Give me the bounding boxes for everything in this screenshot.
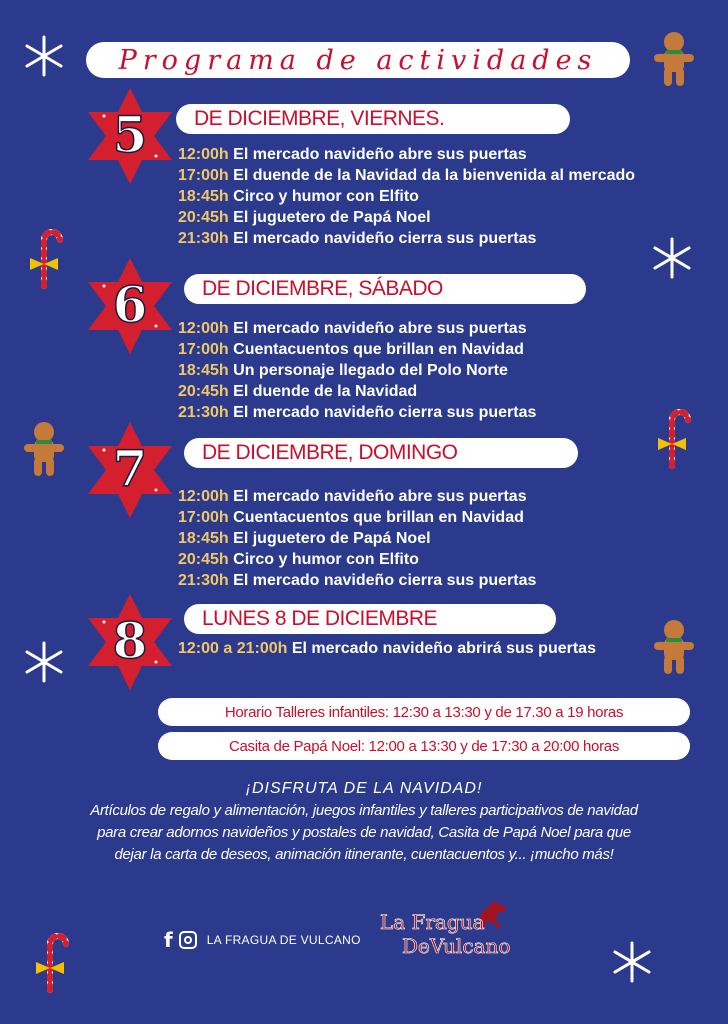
star-badge-icon [84,592,176,692]
event-time: 18:45h [178,362,229,379]
candy-cane-icon [24,226,64,290]
snowflake-icon [22,34,66,78]
candy-cane-icon [30,930,70,994]
event-text: El duende de la Navidad da la bienvenida al mercado [233,167,636,184]
list-item [178,165,635,186]
event-time: 12:00 a 21:00h [178,640,288,657]
snowflake-icon [22,640,66,684]
event-text: El mercado navideño abre sus puertas [233,146,527,163]
list-item [178,507,536,528]
event-time: 17:00h [178,341,229,358]
list-item [178,486,536,507]
list-item [178,638,596,659]
title-banner [86,42,630,78]
snowflake-icon [650,236,694,280]
event-time: 21:30h [178,404,229,421]
facebook-icon[interactable]: f [164,928,173,952]
list-item [178,381,536,402]
event-text: El mercado navideño cierra sus puertas [233,230,537,247]
list-item [178,339,536,360]
day-number: 8 [112,611,148,670]
event-list [178,318,536,423]
day-heading: DE DICIEMBRE, SÁBADO [184,274,586,304]
list-item [178,228,635,249]
list-item [178,360,536,381]
list-item [178,207,635,228]
closing-line: para crear adornos navideños y postales de navidad, Casita de Papá Noel para que [97,824,631,841]
page-title: Programa de actividades [118,44,598,76]
workshops-schedule: Horario Talleres infantiles: 12:30 a 13:30 y de 17.30 a 19 horas [158,698,690,726]
event-text: Cuentacuentos que brillan en Navidad [233,509,524,526]
list-item [178,186,635,207]
event-text: El duende de la Navidad [233,383,418,400]
social-links [164,928,361,952]
event-time: 12:00h [178,488,229,505]
instagram-icon[interactable] [179,931,197,949]
event-list [178,486,536,591]
event-text: Circo y humor con Elfito [233,188,419,205]
event-text: El mercado navideño cierra sus puertas [233,404,537,421]
event-time: 21:30h [178,230,229,247]
day-number: 6 [112,275,148,334]
event-time: 20:45h [178,551,229,568]
closing-headline: ¡DISFRUTA DE LA NAVIDAD! [245,780,483,797]
brand-logo [380,896,530,968]
event-time: 12:00h [178,146,229,163]
list-item [178,570,536,591]
social-handle: LA FRAGUA DE VULCANO [206,933,361,947]
event-text: El mercado navideño cierra sus puertas [233,572,537,589]
event-time: 20:45h [178,383,229,400]
event-text: El juguetero de Papá Noel [233,209,431,226]
closing-line: dejar la carta de deseos, animación itinerante, cuentacuentos y... ¡mucho más! [114,846,614,863]
gingerbread-icon [652,618,696,678]
day-heading: LUNES 8 DE DICIEMBRE [184,604,556,634]
star-badge-icon [84,86,176,186]
star-badge-icon [84,256,176,356]
event-time: 21:30h [178,572,229,589]
event-text: El mercado navideño abre sus puertas [233,488,527,505]
day-number: 5 [112,105,148,164]
list-item [178,318,536,339]
event-time: 20:45h [178,209,229,226]
logo-text: La Fragua [380,910,485,934]
event-time: 18:45h [178,530,229,547]
closing-text [20,780,708,866]
event-list [178,638,596,659]
event-text: El mercado navideño abrirá sus puertas [291,640,596,657]
list-item [178,528,536,549]
candy-cane-icon [652,406,692,470]
santa-house-schedule: Casita de Papá Noel: 12:00 a 13:30 y de 17:30 a 20:00 horas [158,732,690,760]
event-text: Cuentacuentos que brillan en Navidad [233,341,524,358]
list-item [178,402,536,423]
list-item [178,549,536,570]
event-text: El juguetero de Papá Noel [233,530,431,547]
event-text: Circo y humor con Elfito [233,551,419,568]
event-list [178,144,635,249]
day-heading: DE DICIEMBRE, VIERNES. [176,104,570,134]
event-time: 12:00h [178,320,229,337]
star-badge-icon [84,420,176,520]
day-number: 7 [112,439,148,498]
logo-text: DeVulcano [402,934,511,958]
gingerbread-icon [652,30,696,90]
list-item [178,144,635,165]
event-time: 18:45h [178,188,229,205]
closing-line: Artículos de regalo y alimentación, juegos infantiles y talleres participativos de navidad [90,802,638,819]
event-time: 17:00h [178,509,229,526]
event-text: El mercado navideño abre sus puertas [233,320,527,337]
day-heading: DE DICIEMBRE, DOMINGO [184,438,578,468]
gingerbread-icon [22,420,66,480]
event-text: Un personaje llegado del Polo Norte [233,362,508,379]
snowflake-icon [610,940,654,984]
event-time: 17:00h [178,167,229,184]
